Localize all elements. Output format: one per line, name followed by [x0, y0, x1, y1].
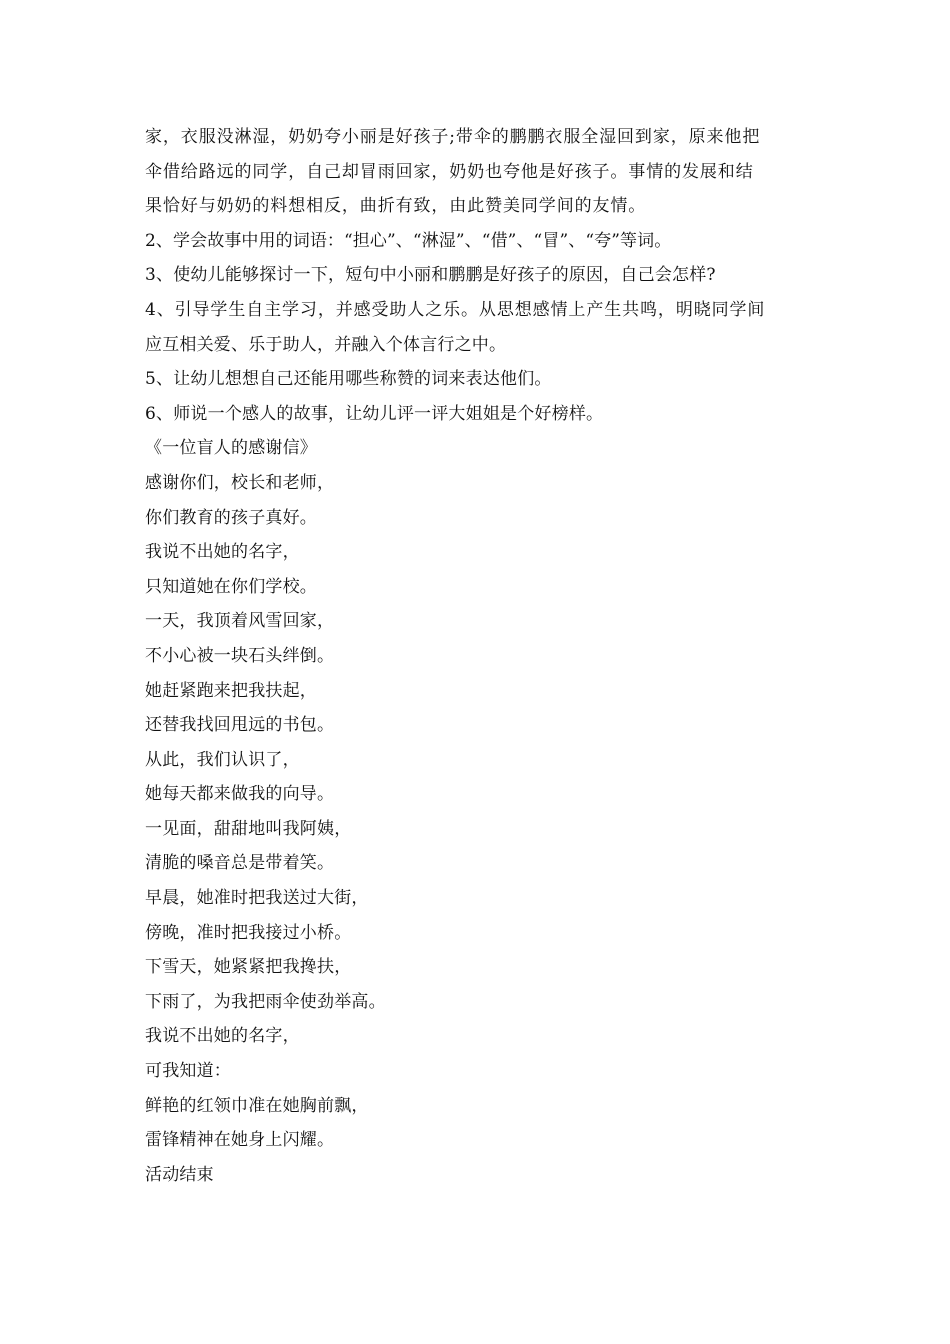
poem-line-3: 我说不出她的名字，: [145, 542, 300, 563]
poem-line-2: 你们教育的孩子真好。: [145, 507, 317, 528]
poem-line-13: 早晨，她准时把我送过大街，: [145, 888, 369, 909]
intro-line-2: 伞借给路远的同学，自己却冒雨回家，奶奶也夸他是好孩子。事情的发展和结: [145, 161, 754, 182]
poem-line-18: 可我知道：: [145, 1061, 231, 1082]
poem-line-10: 她每天都来做我的向导。: [145, 784, 335, 805]
poem-line-16: 下雨了，为我把雨伞使劲举高。: [145, 991, 386, 1012]
objective-item-3: 3、使幼儿能够探讨一下，短句中小丽和鹏鹏是好孩子的原因，自己会怎样?: [145, 265, 716, 286]
poem-line-7: 她赶紧跑来把我扶起，: [145, 680, 317, 701]
poem-line-19: 鲜艳的红领巾准在她胸前飘，: [145, 1095, 369, 1116]
poem-line-11: 一见面，甜甜地叫我阿姨，: [145, 818, 352, 839]
poem-line-15: 下雪天，她紧紧把我搀扶，: [145, 957, 352, 978]
poem-line-8: 还替我找回甩远的书包。: [145, 715, 335, 736]
document-page: [145, 120, 825, 1192]
intro-line-1: 家，衣服没淋湿，奶奶夸小丽是好孩子;带伞的鹏鹏衣服全湿回到家，原来他把: [145, 127, 761, 147]
intro-line-3: 果恰好与奶奶的料想相反，曲折有致，由此赞美同学间的友情。: [145, 196, 647, 217]
poem-line-17: 我说不出她的名字，: [145, 1026, 300, 1047]
poem-line-9: 从此，我们认识了，: [145, 749, 300, 770]
poem-line-14: 傍晚，准时把我接过小桥。: [145, 922, 352, 943]
objective-item-4-line-1: 4、引导学生自主学习，并感受助人之乐。从思想感情上产生共鸣，明晓同学间: [145, 299, 766, 320]
closing-line: 活动结束: [145, 1164, 214, 1185]
poem-title: 《一位盲人的感谢信》: [145, 438, 317, 459]
objective-item-2: 2、学会故事中用的词语：“担心”、“淋湿”、“借”、“冒”、“夸”等词。: [145, 230, 672, 251]
poem-line-20: 雷锋精神在她身上闪耀。: [145, 1130, 335, 1151]
poem-line-1: 感谢你们，校长和老师，: [145, 472, 335, 493]
poem-line-12: 清脆的嗓音总是带着笑。: [145, 853, 335, 874]
poem-line-5: 一天，我顶着风雪回家，: [145, 611, 335, 632]
objective-item-5: 5、让幼儿想想自己还能用哪些称赞的词来表达他们。: [145, 369, 552, 390]
objective-item-4-line-2: 应互相关爱、乐于助人，并融入个体言行之中。: [145, 334, 507, 355]
poem-line-4: 只知道她在你们学校。: [145, 576, 317, 597]
poem-line-6: 不小心被一块石头绊倒。: [145, 645, 335, 666]
objective-item-6: 6、师说一个感人的故事，让幼儿评一评大姐姐是个好榜样。: [145, 403, 604, 424]
